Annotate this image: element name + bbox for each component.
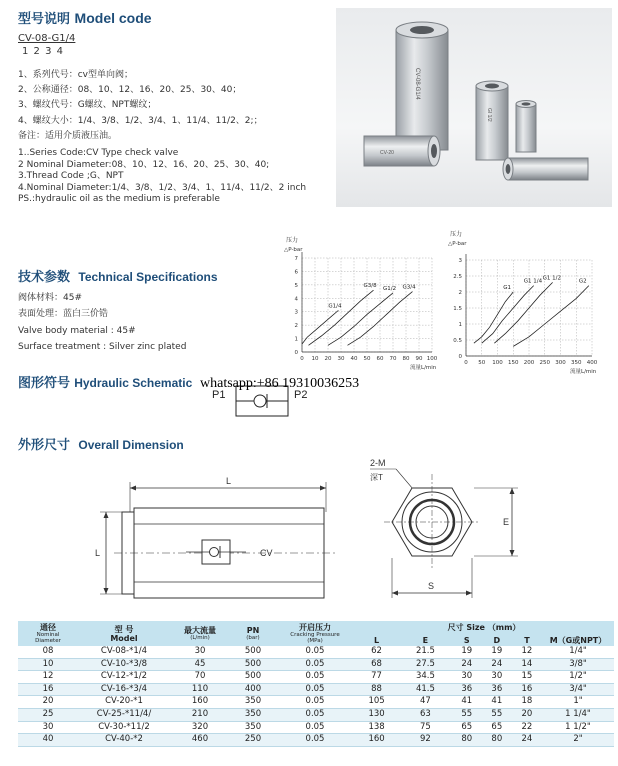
table-cell: 21.5 [399,646,452,658]
table-cell: 105 [354,696,399,709]
table-cell: 1 1/4" [542,708,614,721]
table-cell: 3/8" [542,658,614,671]
x-tick-label: 0 [464,360,468,366]
table-cell: CV-20-*1 [78,696,170,709]
en-item: 4.Nominal Diameter:1/4、3/8、1/2、3/4、1、11/4、11/2、2 inch [18,182,307,193]
table-cell: 40 [18,734,78,747]
table-cell: 0.05 [276,646,354,658]
series-line [482,286,534,344]
y-tick-label: 2.5 [453,274,462,280]
table-cell: 65 [482,721,512,734]
col-size-6: M（G或NPT） [542,634,614,646]
series-label: G1/2 [383,285,397,292]
y-tick-label: 3 [294,309,298,316]
x-tick-label: 30 [337,356,345,362]
en-item: 1..Series Code:CV Type check valve [18,148,179,158]
table-cell: 210 [170,708,230,721]
table-row [18,671,614,684]
table-cell: 41.5 [399,683,452,696]
col-nominal: 通径 Nominal Diameter [18,621,78,646]
model-code-title-en: Model code [74,10,152,26]
x-tick-label: 300 [555,360,566,366]
dim-label-left-L: L [95,548,101,558]
watermark-text: whatsapp:+86 19310036253 [200,376,360,391]
table-cell: 2" [542,734,614,747]
table-cell: 350 [230,721,276,734]
table-row [18,708,614,721]
table-cell: 18 [512,696,542,709]
col-size-4: D [482,634,512,646]
pressure-flow-chart-small [278,232,444,382]
port-p2-label: P2 [294,389,308,401]
series-label: G1 1/4 [523,278,543,285]
table-cell: 10 [18,658,78,671]
table-cell: 80 [452,734,482,747]
table-cell: 1/4" [542,646,614,658]
dim-label-L: L [226,476,232,486]
tech-item: Valve body material : 45# [18,325,136,336]
dim-label-E: E [503,517,510,527]
dim-label-cv: CV [260,548,273,558]
table-cell: 19 [452,646,482,658]
series-label: G1/4 [328,303,342,310]
y-tick-label: 4 [294,296,298,303]
table-cell: 65 [452,721,482,734]
table-cell: CV-25-*11/4/ [78,708,170,721]
table-cell: 250 [230,734,276,747]
table-cell: 30 [482,671,512,684]
en-item: 2 Nominal Diameter:08、10、12、16、20、25、30、40; [18,159,270,170]
table-cell: CV-16-*3/4 [78,683,170,696]
col-model: 型 号 Model [78,621,170,646]
x-tick-label: 90 [415,356,423,362]
cn-item: 3、螺纹代号：G螺纹、NPT螺纹； [18,100,157,111]
series-line [494,282,552,343]
table-cell: 0.05 [276,696,354,709]
y-tick-label: 0.5 [453,338,462,344]
symbol-ball [254,395,266,407]
y-tick-label: 2 [294,323,298,330]
table-cell: 34.5 [399,671,452,684]
cn-item: 4、螺纹大小：1/4、3/8、1/2、3/4、1、11/4、11/2、2;； [18,115,263,126]
y-tick-label: 6 [294,269,298,276]
table-cell: 16 [512,683,542,696]
table-cell: 24 [452,658,482,671]
table-cell: CV-10-*3/8 [78,658,170,671]
table-cell: 30 [452,671,482,684]
table-cell: 47 [399,696,452,709]
dimension-title-cn: 外形尺寸 [18,438,71,453]
table-cell: 500 [230,658,276,671]
dim-label-2m: 2-M [370,458,386,468]
model-code-en-list [18,148,306,206]
table-cell: 08 [18,646,78,658]
tech-title-en: Technical Specifications [78,270,218,284]
series-label: G3/4 [402,284,416,291]
x-tick-label: 200 [523,360,535,366]
col-size-5: T [512,634,542,646]
table-cell: 62 [354,646,399,658]
table-cell: 77 [354,671,399,684]
table-cell: 16 [18,683,78,696]
col-size-group: 尺寸 Size （mm） [354,621,614,634]
table-cell: 0.05 [276,671,354,684]
x-tick-label: 100 [426,356,438,362]
tech-item: 表面处理：蓝白三价锆 [18,309,109,320]
table-cell: 45 [170,658,230,671]
table-cell: 0.05 [276,658,354,671]
product-photo-illustration [336,8,612,207]
x-tick-label: 20 [324,356,332,362]
product-photo [336,8,612,207]
table-cell: 25 [18,708,78,721]
engraving-b: GI 1/2 [486,108,492,122]
table-row [18,683,614,696]
pressure-flow-chart-large [440,226,616,382]
series-label: G1 [503,285,512,291]
table-cell: 20 [512,708,542,721]
side-view-drawing [80,470,360,620]
y-tick-label: 0 [294,350,298,356]
table-row [18,734,614,747]
y-tick-label: 1 [458,322,462,328]
tech-title-cn: 技术参数 [18,270,71,285]
end-view-drawing [362,450,532,610]
table-cell: 3/4" [542,683,614,696]
table-cell: CV-12-*1/2 [78,671,170,684]
table-cell: 15 [512,671,542,684]
table-cell: 130 [354,708,399,721]
table-cell: 36 [452,683,482,696]
col-size-1: L [354,634,399,646]
cn-item: 1、系列代号：cv型单向阀； [18,70,134,80]
col-size-3: S [452,634,482,646]
model-code-positions: 1 2 3 4 [22,46,64,57]
schematic-title [18,372,192,391]
table-cell: 1" [542,696,614,709]
table-cell: 138 [354,721,399,734]
table-cell: 30 [18,721,78,734]
valve-medium [476,81,508,160]
table-cell: 400 [230,683,276,696]
table-cell: 55 [452,708,482,721]
y-tick-label: 5 [294,282,298,289]
model-code-example: CV-08-G1/4 [18,33,76,44]
table-cell: 92 [399,734,452,747]
y-tick-label: 2 [458,290,462,296]
x-tick-label: 50 [363,356,371,362]
cn-item: 2、公称通径：08、10、12、16、20、25、30、40； [18,85,242,96]
table-cell: 41 [452,696,482,709]
table-cell: 1 1/2" [542,721,614,734]
table-cell: 12 [18,671,78,684]
chart-xlabel: 流量L/min [570,369,597,375]
table-cell: 12 [512,646,542,658]
y-tick-label: 7 [294,256,298,262]
col-flow: 最大流量 (L/min) [170,621,230,646]
table-cell: 0.05 [276,721,354,734]
valve-large [396,22,448,150]
table-cell: 350 [230,708,276,721]
en-item: PS.:hydraulic oil as the medium is preferable [18,194,220,205]
port-p1-label: P1 [212,389,226,401]
y-tick-label: 1.5 [453,306,462,312]
table-cell: 350 [230,696,276,709]
tech-title [18,266,218,285]
series-line [302,310,338,344]
table-cell: 55 [482,708,512,721]
table-cell: CV-40-*2 [78,734,170,747]
table-cell: 110 [170,683,230,696]
y-tick-label: 0 [458,354,462,360]
table-cell: 500 [230,646,276,658]
x-tick-label: 150 [508,360,519,366]
tech-item: 阀体材料：45# [18,293,82,303]
table-cell: 63 [399,708,452,721]
cn-item: 备注：适用介质液压油。 [18,130,118,141]
dimension-title [18,434,184,453]
tech-item: Surface treatment : Silver zinc plated [18,341,187,352]
table-cell: 24 [512,734,542,747]
table-cell: 27.5 [399,658,452,671]
y-tick-label: 1 [294,336,298,343]
table-cell: 70 [170,671,230,684]
table-cell: 88 [354,683,399,696]
chart-xlabel: 流量L/min [410,365,437,371]
col-pn: PN (bar) [230,621,276,646]
table-row [18,696,614,709]
arrow-left [130,486,136,491]
model-code-title [18,8,152,27]
table-cell: 460 [170,734,230,747]
table-row [18,721,614,734]
en-item: 3.Thread Code ;G、NPT [18,171,124,182]
table-cell: 0.05 [276,734,354,747]
series-line [474,292,513,343]
x-tick-label: 80 [402,356,410,362]
table-cell: 1/2" [542,671,614,684]
x-tick-label: 60 [376,356,384,362]
x-tick-label: 0 [300,356,304,362]
spec-table [18,621,614,747]
model-code-title-cn: 型号说明 [18,12,71,27]
table-cell: 80 [482,734,512,747]
series-label: G2 [578,278,587,285]
x-tick-label: 400 [586,360,598,366]
engraving-a: CV-08-G1/4 [414,68,420,100]
table-cell: CV-30-*11/2 [78,721,170,734]
col-cracking: 开启压力 Cracking Pressure (MPa) [276,621,354,646]
y-tick-label: 3 [458,258,462,264]
x-tick-label: 100 [492,360,503,366]
table-cell: CV-08-*1/4 [78,646,170,658]
table-cell: 30 [170,646,230,658]
table-row [18,658,614,671]
engraving-c: CV-20 [380,150,394,156]
x-tick-label: 250 [539,360,550,366]
tech-list [18,290,186,355]
series-label: G1 1/2 [542,275,561,282]
table-cell: 0.05 [276,708,354,721]
table-cell: 160 [170,696,230,709]
series-label: G3/8 [363,283,377,290]
table-cell: 19 [482,646,512,658]
table-cell: 160 [354,734,399,747]
table-cell: 14 [512,658,542,671]
dimension-title-en: Overall Dimension [78,438,184,452]
chart-title: 压力 [450,231,463,238]
table-cell: 22 [512,721,542,734]
chart-ylabel: △P-bar [448,241,467,247]
table-cell: 20 [18,696,78,709]
x-tick-label: 10 [311,356,319,362]
table-cell: 36 [482,683,512,696]
table-cell: 68 [354,658,399,671]
schematic-title-en: Hydraulic Schematic [74,376,193,390]
table-cell: 0.05 [276,683,354,696]
col-size-2: E [399,634,452,646]
chart-title: 压力 [286,237,299,244]
valve-small [516,101,536,153]
x-tick-label: 50 [478,360,486,366]
x-tick-label: 70 [389,356,397,362]
valve-horizontal [364,136,440,166]
table-cell: 24 [482,658,512,671]
model-code-cn-list [18,68,263,144]
chart-ylabel: △P-bar [284,247,303,253]
valve-lying-right [503,158,588,180]
table-cell: 75 [399,721,452,734]
dim-label-S: S [428,581,435,591]
table-cell: 500 [230,671,276,684]
x-tick-label: 40 [350,356,358,362]
dim-label-depth: 深T [370,473,383,482]
schematic-title-cn: 图形符号 [18,376,71,391]
arrow-right [320,486,326,491]
table-cell: 320 [170,721,230,734]
table-cell: 41 [482,696,512,709]
x-tick-label: 350 [571,360,582,366]
table-row [18,646,614,658]
